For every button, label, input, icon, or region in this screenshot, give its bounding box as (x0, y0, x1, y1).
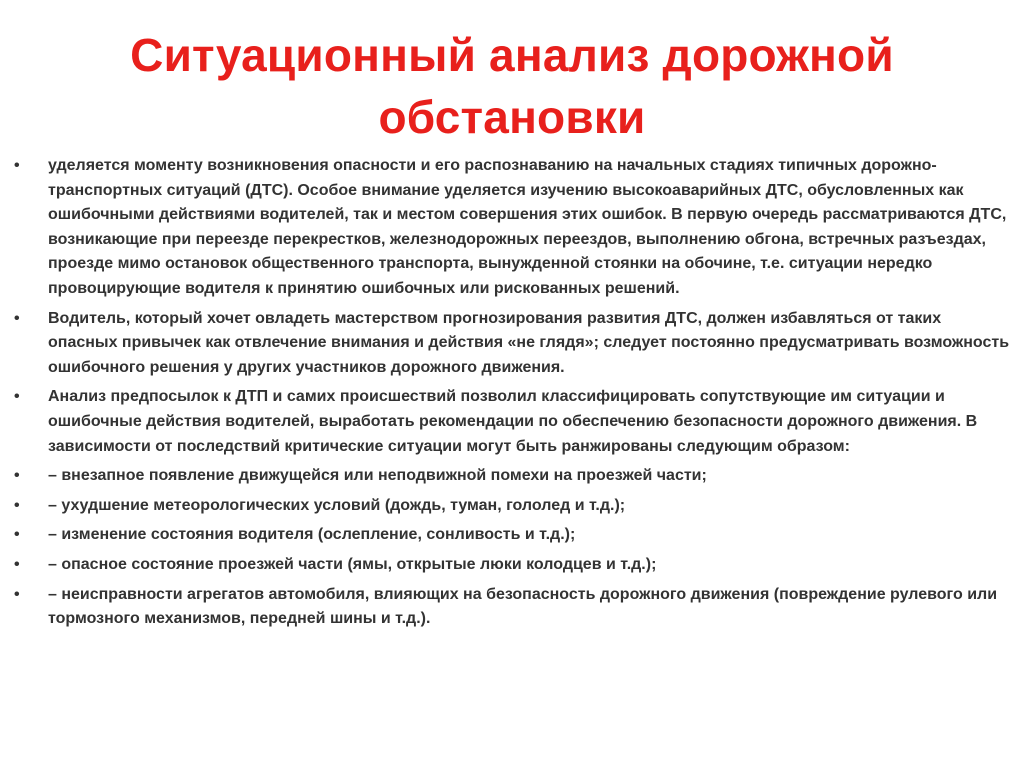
bullet-marker: • (14, 555, 20, 573)
bullet-item (14, 385, 1014, 459)
bullet-text: – неисправности агрегатов автомобиля, влияющих на безопасность дорожного движения (повреждение рулевого или тормозного механизмов, передней шины и т.д.). (48, 585, 998, 628)
bullet-list (14, 154, 1014, 637)
bullet-marker: • (14, 585, 20, 603)
bullet-item (14, 307, 1014, 381)
bullet-item (14, 583, 1014, 632)
bullet-item (14, 154, 1014, 302)
bullet-text: – внезапное появление движущейся или неподвижной помехи на проезжей части; (48, 467, 707, 485)
bullet-text: – изменение состояния водителя (ослепление, сонливость и т.д.); (48, 526, 576, 544)
bullet-marker: • (14, 526, 20, 544)
bullet-text: – опасное состояние проезжей части (ямы, открытые люки колодцев и т.д.); (48, 555, 657, 573)
bullet-text: Водитель, который хочет овладеть мастерством прогнозирования развития ДТС, должен избавляться от таких опасных привычек как отвлечение внимания и действия «не глядя»; следует постоянно предусматривать возможность ошибочного решения у других участников дорожного движения. (48, 309, 1010, 376)
bullet-text: уделяется моменту возникновения опасности и его распознаванию на начальных стадиях типичных дорожно-транспортных ситуаций (ДТС). Особое внимание уделяется изучению высокоаварийных ДТС, обусловленных как ошибочными действиями водителей, так и местом совершения этих ошибок. В первую очередь рассматриваются ДТС, возникающие при переезде перекрестков, железнодорожных переездов, выполнению обгона, встречных разъездах, проезде мимо остановок общественного транспорта, вынужденной стоянки на обочине, т.е. ситуации нередко провоцирующие водителя к принятию ошибочных или рискованных решений. (48, 157, 1007, 297)
bullet-text: Анализ предпосылок к ДТП и самих происшествий позволил классифицировать сопутствующие им ситуации и ошибочные действия водителей, выработать рекомендации по обеспечению безопасности дорожного движения. В зависимости от последствий критические ситуации могут быть ранжированы следующим образом: (48, 388, 978, 455)
bullet-marker: • (14, 309, 20, 327)
bullet-item (14, 523, 1014, 548)
bullet-marker: • (14, 388, 20, 406)
bullet-marker: • (14, 157, 20, 174)
bullet-marker: • (14, 496, 20, 514)
bullet-item (14, 464, 1014, 489)
bullet-text: – ухудшение метеорологических условий (дождь, туман, гололед и т.д.); (48, 496, 626, 514)
bullet-item (14, 494, 1014, 519)
bullet-marker: • (14, 467, 20, 485)
slide-title: Ситуационный анализ дорожной обстановки (130, 29, 894, 143)
bullet-item (14, 553, 1014, 578)
